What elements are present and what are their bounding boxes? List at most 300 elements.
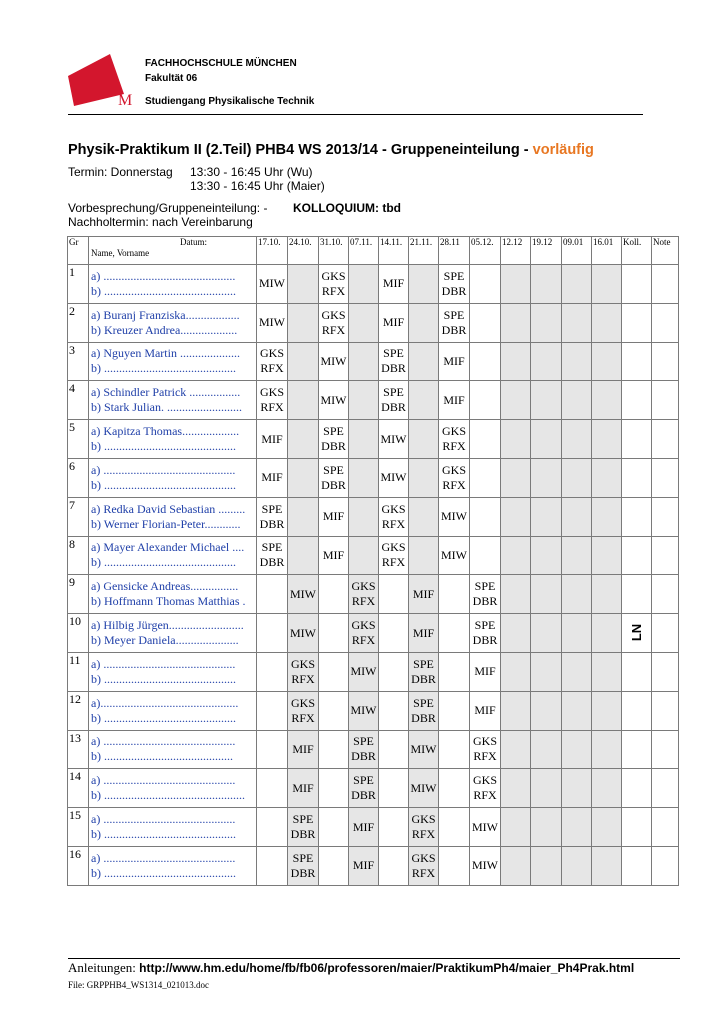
slot-Koll [622, 614, 652, 653]
slot-31-10 [319, 420, 349, 459]
slot-14-11 [379, 846, 409, 885]
slot-17-10 [257, 458, 288, 497]
station-code: GKS [441, 424, 466, 439]
member-a: a) ............................................ [91, 462, 236, 477]
slot-31-10 [319, 575, 349, 614]
station-code: SPE [353, 773, 374, 788]
slot-21-11 [409, 652, 439, 691]
slot-17-10 [257, 769, 288, 808]
slot-31-10 [319, 614, 349, 653]
station-code: DBR [411, 671, 436, 686]
slot-07-11 [349, 303, 379, 342]
slot-19-12 [531, 769, 562, 808]
member-b: b) Hoffmann Thomas Matthias . [91, 594, 246, 609]
member-a: a) ............................................ [91, 850, 236, 865]
member-b: b) ............................................... [91, 788, 245, 803]
slot-07-11 [349, 575, 379, 614]
station-code: SPE [261, 501, 283, 516]
station-code: DBR [321, 439, 346, 454]
slot-09-01 [562, 652, 592, 691]
station-code: MIF [412, 625, 435, 640]
table-row [68, 303, 679, 342]
slot-19-12 [531, 497, 562, 536]
slot-Koll [622, 846, 652, 885]
station-code: RFX [260, 400, 284, 415]
station-code: RFX [381, 516, 406, 531]
station-code: GKS [472, 773, 497, 788]
slot-09-01 [562, 265, 592, 304]
station-code: RFX [473, 788, 497, 803]
station-code: DBR [441, 283, 467, 298]
group-members [89, 652, 257, 691]
slot-28-11 [439, 342, 470, 381]
slot-Note [652, 381, 679, 420]
slot-16-01 [592, 846, 622, 885]
slot-Koll [622, 652, 652, 691]
schedule-line-2: 13:30 - 16:45 Uhr (Maier) [190, 179, 325, 193]
slot-17-10 [257, 342, 288, 381]
group-members [89, 769, 257, 808]
slot-12-12 [501, 652, 531, 691]
slot-17-10 [257, 808, 288, 847]
page-title [68, 142, 594, 158]
header-date-3: 07.11. [349, 237, 379, 265]
slot-Note [652, 730, 679, 769]
slot-31-10 [319, 342, 349, 381]
table-row [68, 420, 679, 459]
schedule-line-1: 13:30 - 16:45 Uhr (Wu) [190, 165, 313, 179]
station-code: DBR [259, 555, 285, 570]
slot-05-12 [470, 420, 501, 459]
slot-09-01 [562, 381, 592, 420]
station-code: MIF [292, 780, 314, 795]
slot-24-10 [288, 691, 319, 730]
slot-14-11 [379, 691, 409, 730]
station-code: DBR [290, 827, 316, 842]
slot-09-01 [562, 808, 592, 847]
slot-28-11 [439, 652, 470, 691]
footer-url[interactable]: http://www.hm.edu/home/fb/fb06/professoren/maier/PraktikumPh4/maier_Ph4Prak.html [139, 961, 635, 975]
slot-14-11 [379, 808, 409, 847]
footer-label: Anleitungen: [68, 960, 140, 975]
slot-14-11 [379, 769, 409, 808]
slot-21-11 [409, 730, 439, 769]
header-date-label: Datum: [180, 237, 207, 247]
slot-05-12 [470, 691, 501, 730]
station-code: MIF [352, 819, 375, 834]
slot-Koll [622, 303, 652, 342]
slot-24-10 [288, 342, 319, 381]
slot-Koll [622, 381, 652, 420]
station-code: SPE [443, 268, 465, 283]
slot-19-12 [531, 342, 562, 381]
station-code: RFX [321, 322, 346, 337]
member-b: b) ............................................ [91, 865, 236, 880]
table-row [68, 652, 679, 691]
station-code: GKS [259, 385, 284, 400]
slot-12-12 [501, 303, 531, 342]
station-code: MIW [441, 547, 467, 562]
slot-24-10 [288, 303, 319, 342]
group-number: 10 [68, 614, 89, 653]
table-row [68, 846, 679, 885]
slot-07-11 [349, 497, 379, 536]
slot-07-11 [349, 652, 379, 691]
station-code: RFX [411, 827, 436, 842]
slot-07-11 [349, 420, 379, 459]
station-code: SPE [292, 812, 314, 827]
station-code: GKS [290, 656, 315, 671]
station-code: MIW [472, 819, 498, 834]
table-row [68, 575, 679, 614]
file-name: File: GRPPHB4_WS1314_021013.doc [68, 980, 210, 990]
station-code: GKS [441, 462, 466, 477]
member-a: a) Redka David Sebastian ......... [91, 501, 246, 516]
slot-07-11 [349, 808, 379, 847]
station-code: RFX [381, 555, 406, 570]
slot-28-11 [439, 381, 470, 420]
table-row [68, 614, 679, 653]
slot-24-10 [288, 846, 319, 885]
station-code: MIW [259, 315, 285, 330]
station-code: RFX [260, 361, 284, 376]
header-divider [68, 114, 643, 115]
table-row [68, 458, 679, 497]
slot-14-11 [379, 575, 409, 614]
slot-17-10 [257, 652, 288, 691]
member-b: b) ............................................ [91, 361, 236, 376]
slot-Koll [622, 420, 652, 459]
slot-16-01 [592, 497, 622, 536]
slot-19-12 [531, 458, 562, 497]
slot-07-11 [349, 769, 379, 808]
slot-31-10 [319, 846, 349, 885]
table-row [68, 808, 679, 847]
header-date-4: 14.11. [379, 237, 409, 265]
station-code: GKS [472, 734, 497, 749]
station-code: MIF [382, 315, 405, 330]
header-date-9: 19.12 [531, 237, 562, 265]
group-number: 6 [68, 458, 89, 497]
slot-16-01 [592, 652, 622, 691]
member-a: a) Hilbig Jürgen......................... [91, 618, 244, 633]
slot-24-10 [288, 497, 319, 536]
slot-31-10 [319, 769, 349, 808]
slot-31-10 [319, 808, 349, 847]
table-row [68, 497, 679, 536]
slot-17-10 [257, 420, 288, 459]
meeting-label: Vorbesprechung/Gruppeneinteilung: - [68, 201, 268, 215]
slot-Note [652, 265, 679, 304]
slot-Note [652, 303, 679, 342]
footer-divider [68, 958, 680, 959]
member-a: a) ............................................ [91, 773, 236, 788]
slot-21-11 [409, 808, 439, 847]
slot-24-10 [288, 536, 319, 575]
institution-name: FACHHOCHSCHULE MÜNCHEN [145, 58, 297, 69]
slot-12-12 [501, 614, 531, 653]
slot-09-01 [562, 575, 592, 614]
group-number: 2 [68, 303, 89, 342]
table-row [68, 769, 679, 808]
slot-Note [652, 420, 679, 459]
group-members [89, 497, 257, 536]
slot-12-12 [501, 846, 531, 885]
slot-12-12 [501, 497, 531, 536]
slot-28-11 [439, 691, 470, 730]
station-code: SPE [292, 850, 314, 865]
station-code: MIF [261, 431, 283, 446]
header-date-5: 21.11. [409, 237, 439, 265]
station-code: SPE [383, 385, 404, 400]
slot-19-12 [531, 730, 562, 769]
header-name-date [89, 237, 257, 265]
slot-16-01 [592, 342, 622, 381]
slot-21-11 [409, 420, 439, 459]
member-a: a) ............................................ [91, 812, 236, 827]
group-members [89, 691, 257, 730]
slot-24-10 [288, 265, 319, 304]
header-date-2: 31.10. [319, 237, 349, 265]
slot-19-12 [531, 614, 562, 653]
slot-05-12 [470, 614, 501, 653]
slot-14-11 [379, 652, 409, 691]
group-number: 11 [68, 652, 89, 691]
footer-instructions [68, 960, 634, 976]
header-date-12: Koll. [622, 237, 652, 265]
slot-21-11 [409, 846, 439, 885]
slot-Note [652, 652, 679, 691]
slot-28-11 [439, 303, 470, 342]
station-code: SPE [474, 579, 496, 594]
station-code: MIW [350, 664, 377, 679]
slot-31-10 [319, 536, 349, 575]
header-date-7: 05.12. [470, 237, 501, 265]
slot-19-12 [531, 536, 562, 575]
table-row [68, 381, 679, 420]
station-code: SPE [474, 618, 496, 633]
slot-19-12 [531, 381, 562, 420]
slot-05-12 [470, 575, 501, 614]
slot-17-10 [257, 730, 288, 769]
header-name-label: Name, Vorname [91, 248, 150, 258]
slot-21-11 [409, 497, 439, 536]
group-members [89, 303, 257, 342]
slot-16-01 [592, 808, 622, 847]
slot-05-12 [470, 769, 501, 808]
slot-09-01 [562, 458, 592, 497]
slot-31-10 [319, 458, 349, 497]
group-number: 4 [68, 381, 89, 420]
slot-16-01 [592, 769, 622, 808]
slot-07-11 [349, 265, 379, 304]
slot-19-12 [531, 652, 562, 691]
slot-Note [652, 769, 679, 808]
slot-05-12 [470, 265, 501, 304]
slot-24-10 [288, 652, 319, 691]
station-code: DBR [351, 788, 376, 803]
slot-Note [652, 691, 679, 730]
member-b: b) ............................................ [91, 827, 236, 842]
slot-09-01 [562, 342, 592, 381]
station-code: MIF [292, 741, 314, 756]
station-code: MIW [441, 509, 467, 524]
slot-07-11 [349, 381, 379, 420]
group-number: 7 [68, 497, 89, 536]
colloquium-label: KOLLOQUIUM: tbd [293, 201, 401, 215]
member-a: a) Schindler Patrick ................. [91, 385, 241, 400]
group-number: 5 [68, 420, 89, 459]
slot-19-12 [531, 846, 562, 885]
station-code: RFX [411, 865, 436, 880]
slot-07-11 [349, 691, 379, 730]
slot-12-12 [501, 458, 531, 497]
station-code: GKS [381, 501, 406, 516]
station-code: DBR [290, 865, 316, 880]
slot-21-11 [409, 381, 439, 420]
slot-31-10 [319, 652, 349, 691]
station-code: MIW [410, 780, 437, 795]
slot-09-01 [562, 846, 592, 885]
group-members [89, 265, 257, 304]
slot-12-12 [501, 691, 531, 730]
slot-Koll [622, 458, 652, 497]
slot-Koll [622, 497, 652, 536]
station-code: GKS [259, 346, 284, 361]
slot-28-11 [439, 769, 470, 808]
slot-14-11 [379, 730, 409, 769]
slot-19-12 [531, 265, 562, 304]
slot-28-11 [439, 730, 470, 769]
member-a: a) ............................................ [91, 656, 236, 671]
slot-12-12 [501, 381, 531, 420]
slot-28-11 [439, 575, 470, 614]
station-code: MIF [352, 858, 375, 873]
slot-14-11 [379, 303, 409, 342]
station-code: MIF [474, 664, 496, 679]
group-number: 14 [68, 769, 89, 808]
slot-05-12 [470, 458, 501, 497]
station-code: MIF [443, 392, 465, 407]
member-b: b) ............................................ [91, 671, 236, 686]
slot-14-11 [379, 265, 409, 304]
member-b: b) ............................................ [91, 439, 236, 454]
title-status: vorläufig [532, 142, 594, 158]
slot-24-10 [288, 575, 319, 614]
slot-21-11 [409, 342, 439, 381]
slot-28-11 [439, 420, 470, 459]
slot-Note [652, 575, 679, 614]
station-code: MIW [290, 586, 316, 601]
slot-16-01 [592, 458, 622, 497]
station-code: SPE [413, 656, 434, 671]
member-a: a) Gensicke Andreas................ [91, 579, 239, 594]
slot-12-12 [501, 420, 531, 459]
slot-16-01 [592, 420, 622, 459]
slot-Note [652, 458, 679, 497]
group-members [89, 420, 257, 459]
slot-Koll [622, 575, 652, 614]
station-code: MIF [261, 470, 283, 485]
station-code: RFX [442, 477, 466, 492]
slot-05-12 [470, 730, 501, 769]
station-code: SPE [383, 346, 404, 361]
group-number: 3 [68, 342, 89, 381]
slot-28-11 [439, 497, 470, 536]
station-code: GKS [321, 268, 346, 283]
member-b: b) Werner Florian-Peter............ [91, 516, 241, 531]
slot-28-11 [439, 846, 470, 885]
station-code: GKS [290, 695, 315, 710]
member-b: b) Kreuzer Andrea................... [91, 322, 238, 337]
slot-31-10 [319, 497, 349, 536]
member-b: b) ............................................ [91, 710, 236, 725]
slot-17-10 [257, 614, 288, 653]
slot-12-12 [501, 342, 531, 381]
header-date-11: 16.01 [592, 237, 622, 265]
slot-Koll [622, 536, 652, 575]
slot-Koll [622, 808, 652, 847]
group-number: 13 [68, 730, 89, 769]
table-row [68, 536, 679, 575]
station-code: GKS [381, 540, 406, 555]
station-code: DBR [472, 633, 498, 648]
slot-Note [652, 614, 679, 653]
header-date-10: 09.01 [562, 237, 592, 265]
member-b: b) ............................................ [91, 555, 236, 570]
slot-07-11 [349, 846, 379, 885]
group-members [89, 381, 257, 420]
slot-Note [652, 846, 679, 885]
station-code: SPE [443, 307, 465, 322]
slot-17-10 [257, 303, 288, 342]
table-row [68, 730, 679, 769]
slot-Koll [622, 730, 652, 769]
station-code: SPE [323, 424, 344, 439]
slot-09-01 [562, 730, 592, 769]
slot-05-12 [470, 846, 501, 885]
slot-14-11 [379, 614, 409, 653]
group-members [89, 614, 257, 653]
station-code: MIF [412, 586, 435, 601]
station-code: MIW [259, 276, 285, 291]
slot-19-12 [531, 420, 562, 459]
header-gr: Gr [68, 237, 89, 265]
slot-14-11 [379, 458, 409, 497]
slot-31-10 [319, 730, 349, 769]
slot-05-12 [470, 497, 501, 536]
station-code: GKS [351, 618, 376, 633]
slot-05-12 [470, 303, 501, 342]
slot-14-11 [379, 420, 409, 459]
group-number: 8 [68, 536, 89, 575]
slot-19-12 [531, 303, 562, 342]
slot-09-01 [562, 303, 592, 342]
slot-05-12 [470, 808, 501, 847]
group-members [89, 536, 257, 575]
slot-Koll [622, 265, 652, 304]
slot-12-12 [501, 808, 531, 847]
slot-Koll [622, 769, 652, 808]
slot-14-11 [379, 381, 409, 420]
slot-16-01 [592, 575, 622, 614]
logo-letter: M [118, 92, 133, 106]
group-number: 12 [68, 691, 89, 730]
station-code: DBR [411, 710, 436, 725]
slot-09-01 [562, 691, 592, 730]
station-code: RFX [351, 594, 376, 609]
group-number: 9 [68, 575, 89, 614]
